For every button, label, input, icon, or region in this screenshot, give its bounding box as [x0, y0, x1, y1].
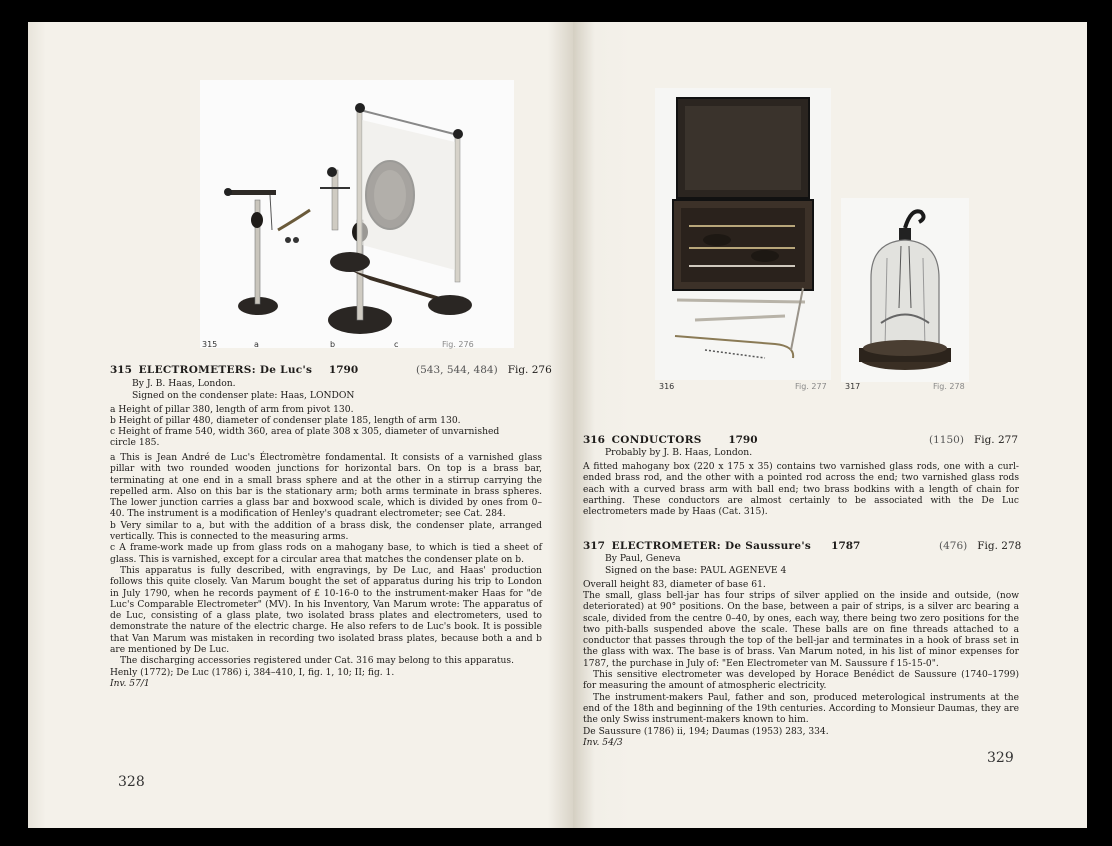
- entry-317-dims: Overall height 83, diameter of base 61.: [583, 579, 766, 590]
- fig-label-316: 316: [659, 382, 675, 391]
- figure-276-photo: [200, 80, 514, 348]
- fig-number-276: Fig. 276: [442, 340, 474, 349]
- fig-number-277: Fig. 277: [795, 382, 827, 391]
- bell-jar-illustration: [841, 198, 969, 382]
- entry-316-refs: [929, 434, 1018, 446]
- entry-317-maker: By Paul, Geneva: [605, 553, 681, 564]
- entry-317-refs: [939, 540, 1021, 552]
- entry-316-ref: (1150): [929, 434, 964, 446]
- entry-316-fig: Fig. 277: [973, 434, 1019, 446]
- entry-316-number: 316: [583, 434, 605, 446]
- desc-para-a: a This is Jean André de Luc's Électromètre fondamental. It consists of a varnished glass pillar with two rounded wooden junctions for horizontal bars. On top is a brass bar, terminating at one end in a small brass sphere and at the other in a stirrup carrying the repelled arm. Also on this bar is the stationary arm; both arms terminate in brass spheres. The lower junction carries a glass bar and boxwood scale, which is divided by ones from 0–40. The instrument is a modification of Henley's quadrant electrometer; see Cat. 284.: [110, 453, 542, 520]
- right-page: [573, 22, 1087, 828]
- biblio: Henly (1772); De Luc (1786) i, 384–410, I, fig. 1, 10; II; fig. 1.: [110, 667, 395, 678]
- entry-315-heading: [110, 364, 358, 376]
- entry-317-body: [583, 591, 1019, 749]
- desc-para-accessories: The discharging accessories registered under Cat. 316 may belong to this apparatus.: [120, 656, 514, 667]
- page-number-left: 328: [118, 774, 145, 790]
- fig-label-315: 315: [202, 340, 218, 349]
- entry-316-heading: [583, 434, 758, 446]
- entry-fig: Fig. 276: [507, 364, 552, 376]
- fig-label-a: a: [254, 340, 259, 349]
- entry-317-number: 317: [583, 540, 605, 552]
- page-number-right: 329: [987, 750, 1014, 766]
- entry-maker: By J. B. Haas, London.: [132, 378, 236, 389]
- inventory-number: Inv. 57/1: [110, 678, 150, 689]
- fig-number-278: Fig. 278: [933, 382, 965, 391]
- figure-277-photo: [655, 88, 831, 380]
- left-page: [28, 22, 573, 828]
- desc-para-c: c A frame-work made up from glass rods on a mahogany base, to which is tied a sheet of glass. This is varnished, except for a circular area that matches the condenser plate on b.: [110, 543, 542, 565]
- entry-316-text: A fitted mahogany box (220 x 175 x 35) contains two varnished glass rods, one with a curl-ended brass rod, and the other with a pointed rod across the end; two varnished glass rods each with a curved brass arm with ball end; two brass bodkins with a length of chain for earthing. These conductors are almost certainly to be associated with the De Luc electrometers made by Haas (Cat. 315).: [583, 462, 1019, 518]
- entry-316-year: 1790: [728, 434, 758, 446]
- entry-signed: Signed on the condenser plate: Haas, LONDON: [132, 390, 355, 401]
- entry-317-year: 1787: [831, 540, 861, 552]
- entry-title: ELECTROMETERS: De Luc's: [138, 364, 313, 376]
- dim-line-c: c Height of frame 540, width 360, area of plate 308 x 305, diameter of unvarnished: [110, 426, 500, 437]
- entry-317-para-3: The instrument-makers Paul, father and son, produced meterological instruments at the end of the 18th and beginning of the 19th centuries. According to Monsieur Daumas, they are the only Swiss instrument-makers known to him.: [583, 692, 1019, 726]
- entry-317-biblio: De Saussure (1786) ii, 194; Daumas (1953) 283, 334.: [583, 726, 829, 737]
- fig-label-317: 317: [845, 382, 861, 391]
- entry-number: 315: [110, 364, 132, 376]
- figure-278-photo: [841, 198, 969, 382]
- entry-317-title: ELECTROMETER: De Saussure's: [611, 540, 812, 552]
- dim-line-b: b Height of pillar 480, diameter of condenser plate 185, length of arm 130.: [110, 415, 461, 426]
- fig-label-b: b: [330, 340, 336, 349]
- entry-refs: (543, 544, 484): [416, 364, 498, 376]
- entry-317-heading: [583, 540, 860, 552]
- dim-line-c-cont: circle 185.: [110, 437, 160, 448]
- entry-317-para-1: The small, glass bell-jar has four strips of silver applied on the inside and outside, (now deteriorated) at 90° positions. On the base, between a pair of strips, is a silver arc bearing a scale, divided from the centre 0–40, by ones, each way, there being two zero positions for the two pith-balls suspended above the scale. These balls are on fine threads attached to a conductor that passes through the top of the bell-jar and terminates in a hook of brass set in the glass with wax. The base is of brass. Van Marum noted, in his list of minor expenses for 1787, the purchase in July of: "Een Electrometer van M. Saussure f 15-15-0".: [583, 591, 1019, 669]
- conductors-box-illustration: [655, 88, 831, 380]
- entry-316-title: CONDUCTORS: [611, 434, 702, 446]
- entry-317-para-2: This sensitive electrometer was developed by Horace Benédict de Saussure (1740–1799) for measuring the amount of atmospheric electricity.: [583, 670, 1019, 692]
- fig-label-c: c: [394, 340, 399, 349]
- dim-line-a: a Height of pillar 380, length of arm from pivot 130.: [110, 404, 354, 415]
- entry-317-ref: (476): [939, 540, 968, 552]
- entry-year: 1790: [328, 364, 359, 376]
- desc-para-b: b Very similar to a, but with the addition of a brass disk, the condenser plate, arranged vertically. This is connected to the measuring arms.: [110, 520, 542, 543]
- description-block: [110, 453, 542, 690]
- entry-317-signed: Signed on the base: PAUL AGENEVE 4: [605, 565, 787, 576]
- entry-317-inventory: Inv. 54/3: [583, 737, 623, 748]
- entry-315-refs: [416, 364, 552, 376]
- desc-para-history: This apparatus is fully described, with engravings, by De Luc, and Haas' production follows this quite closely. Van Marum bought the set of apparatus during his trip to London in July 1790, when he records payment of £ 10-16-0 to the instrument-maker Haas for "de Luc's Comparable Electrometer" (MV). In his Inventory, Van Marum wrote: The apparatus of de Luc, consisting of a glass plate, two isolated brass plates and electrometers, used to demonstrate the nature of the electric charge. He also refers to de Luc's book. It is possible that Van Marum was mistaken in recording two isolated brass plates, because both a and b are mentioned by De Luc.: [110, 565, 542, 656]
- entry-317-fig: Fig. 278: [977, 540, 1022, 552]
- electrometers-illustration: [200, 80, 514, 348]
- entry-316-maker: Probably by J. B. Haas, London.: [605, 447, 753, 458]
